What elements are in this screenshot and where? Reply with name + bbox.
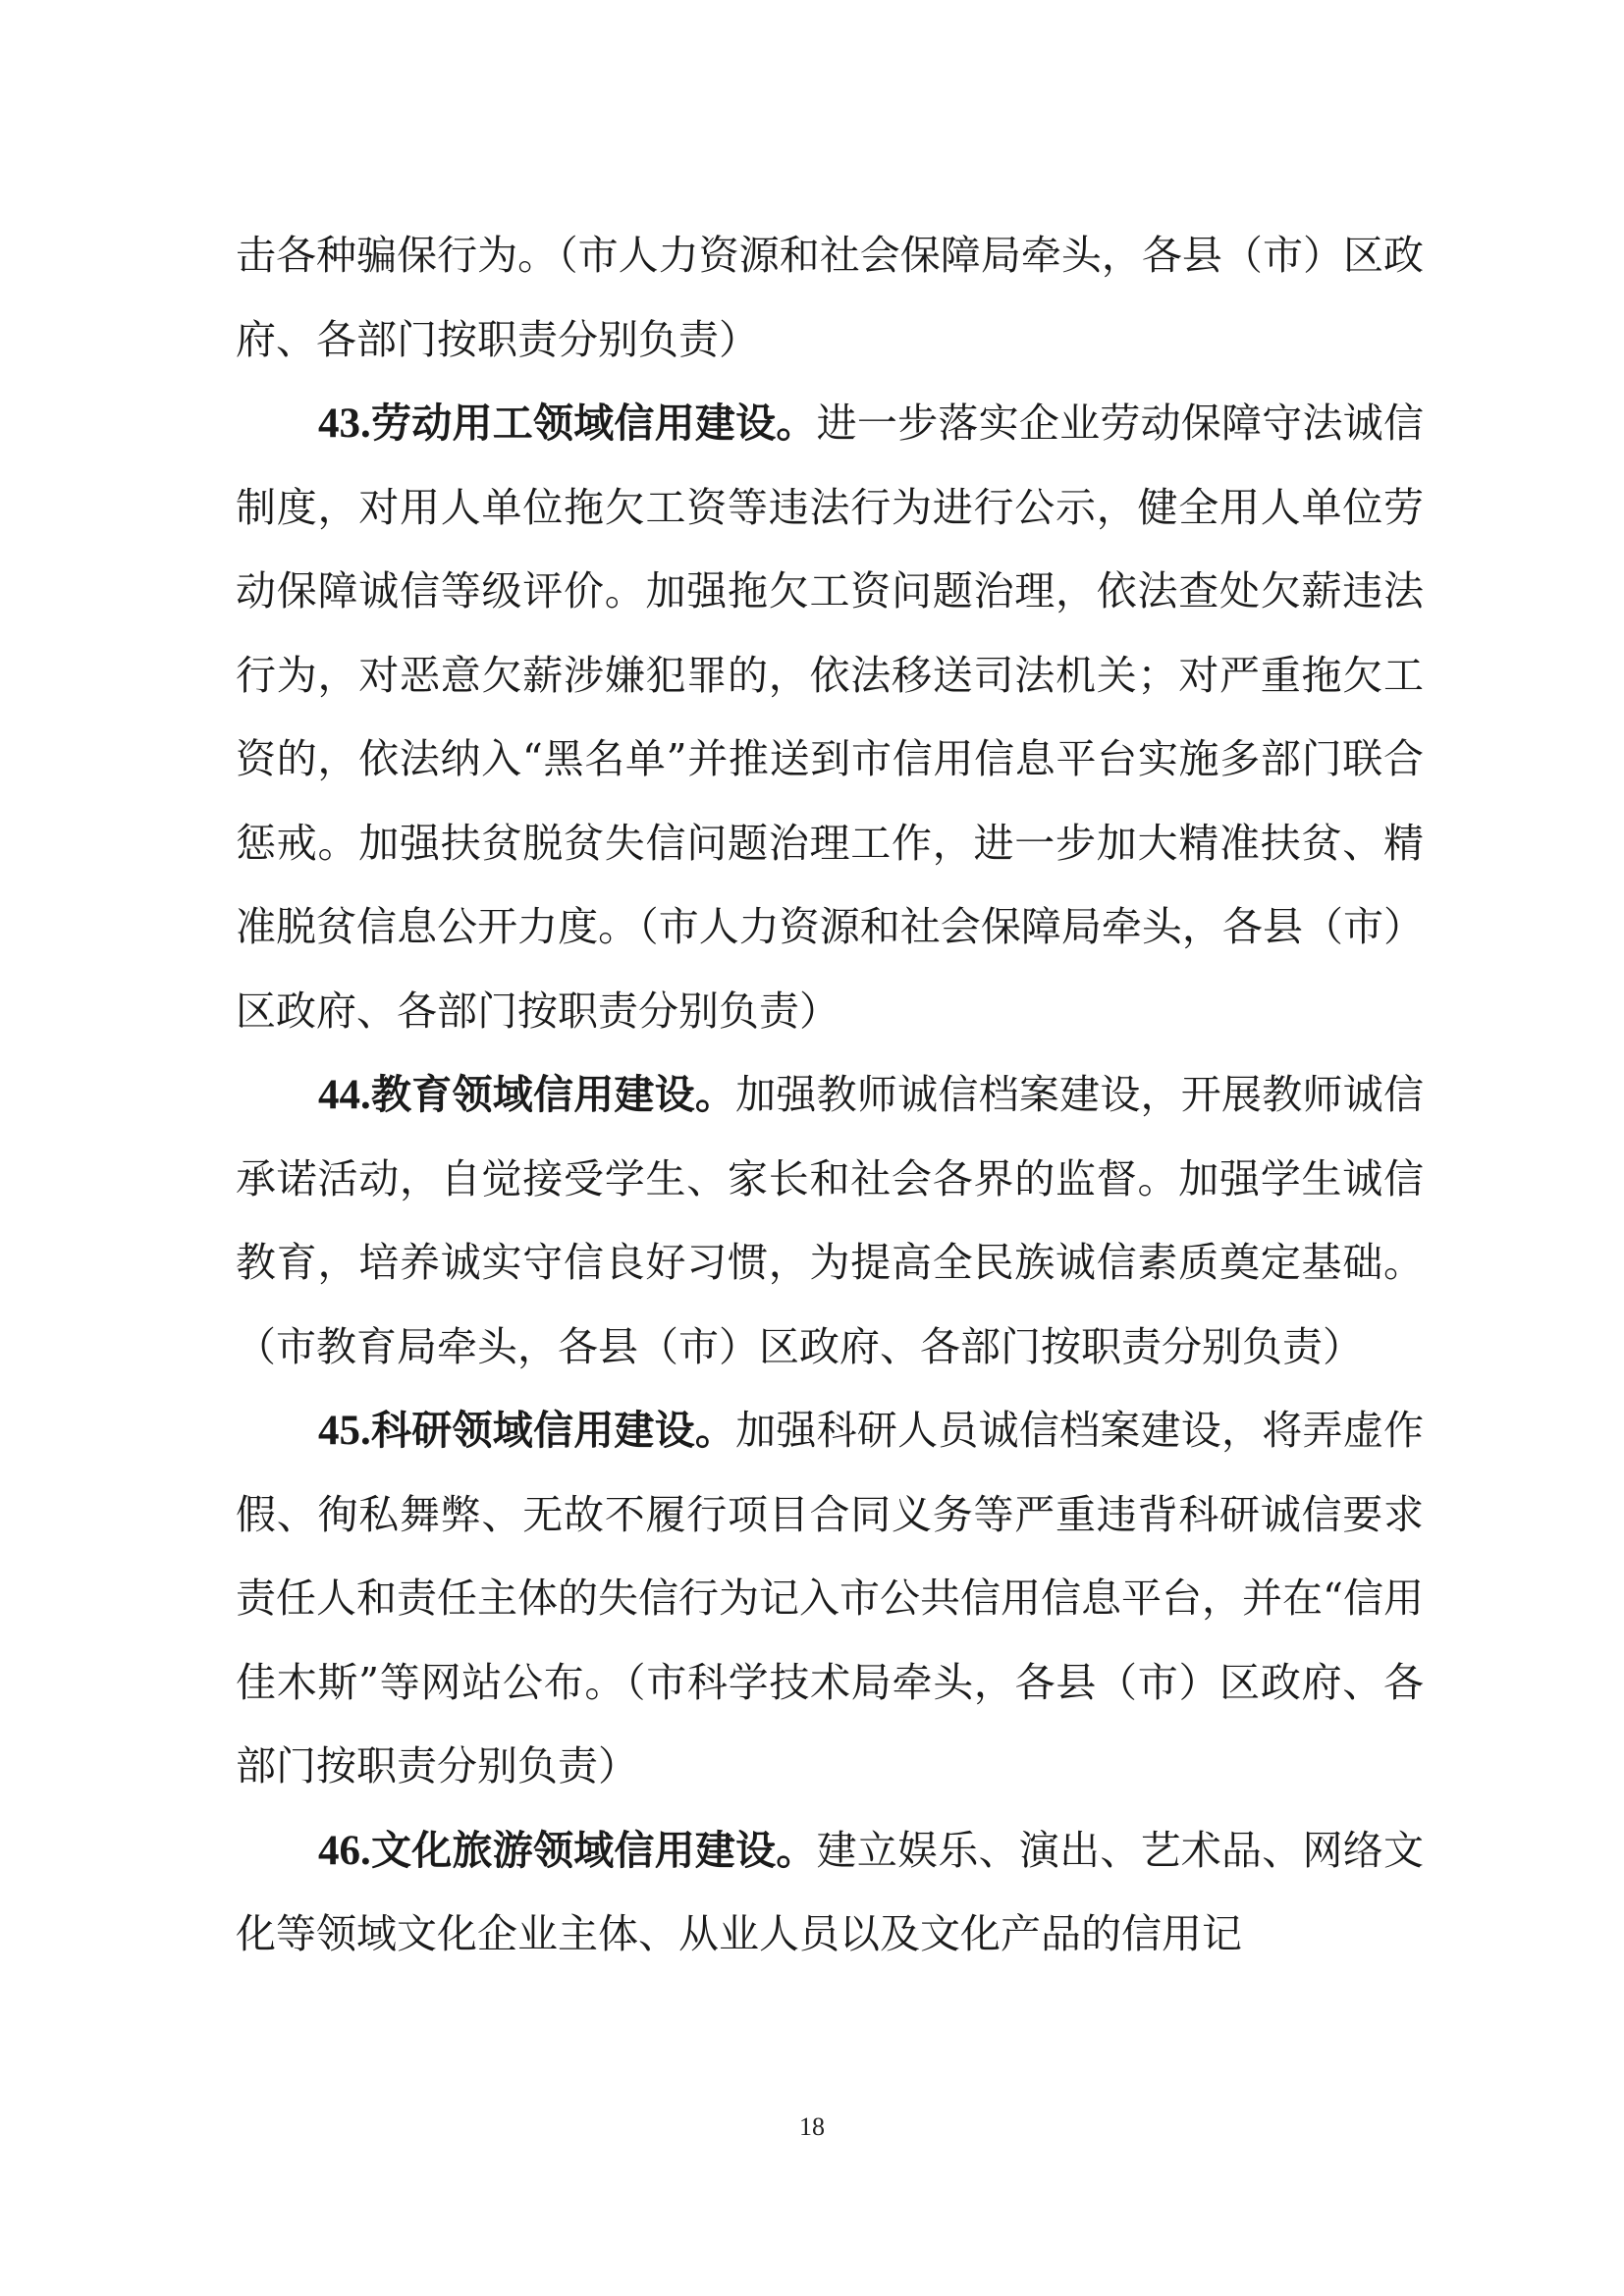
paragraph-body: 加强科研人员诚信档案建设，将弄虚作假、徇私舞弊、无故不履行项目合同义务等严重违背科研诚信要求责任人和责任主体的失信行为记入市公共信用信息平台，并在“信用佳木斯”等网站公布。（市科学技术局牵头，各县（市）区政府、各部门按职责分别负责） — [236, 1407, 1425, 1789]
paragraph-title: 劳动用工领域信用建设。 — [370, 400, 817, 447]
paragraph-body: 加强教师诚信档案建设，开展教师诚信承诺活动，自觉接受学生、家长和社会各界的监督。加强学生诚信教育，培养诚实守信良好习惯，为提高全民族诚信素质奠定基础。（市教育局牵头，各县（市）区政府、各部门按职责分别负责） — [236, 1071, 1425, 1370]
paragraph-continuation — [236, 214, 1424, 382]
paragraph-44-education — [236, 1053, 1424, 1389]
paragraph-number: 43. — [318, 400, 371, 447]
paragraph-46-culture-tourism — [236, 1809, 1424, 1977]
paragraph-title: 教育领域信用建设。 — [370, 1071, 736, 1118]
document-body — [236, 214, 1424, 1977]
paragraph-45-research — [236, 1389, 1424, 1809]
paragraph-number: 46. — [318, 1827, 371, 1874]
paragraph-43-labor — [236, 382, 1424, 1053]
page-number: 18 — [799, 2112, 825, 2141]
paragraph-body: 建立娱乐、演出、艺术品、网络文化等领域文化企业主体、从业人员以及文化产品的信用记 — [236, 1826, 1425, 1957]
paragraph-title: 科研领域信用建设。 — [370, 1407, 736, 1454]
paragraph-body: 进一步落实企业劳动保障守法诚信制度，对用人单位拖欠工资等违法行为进行公示，健全用人单位劳动保障诚信等级评价。加强拖欠工资问题治理，依法查处欠薪违法行为，对恶意欠薪涉嫌犯罪的，依法移送司法机关；对严重拖欠工资的，依法纳入“黑名单”并推送到市信用信息平台实施多部门联合惩戒。加强扶贫脱贫失信问题治理工作，进一步加大精准扶贫、精准脱贫信息公开力度。（市人力资源和社会保障局牵头，各县（市）区政府、各部门按职责分别负责） — [236, 400, 1425, 1035]
paragraph-number: 44. — [318, 1072, 371, 1118]
paragraph-title: 文化旅游领域信用建设。 — [370, 1826, 817, 1874]
paragraph-number: 45. — [318, 1408, 371, 1454]
paragraph-body: 击各种骗保行为。（市人力资源和社会保障局牵头，各县（市）区政府、各部门按职责分别负责） — [236, 232, 1424, 363]
